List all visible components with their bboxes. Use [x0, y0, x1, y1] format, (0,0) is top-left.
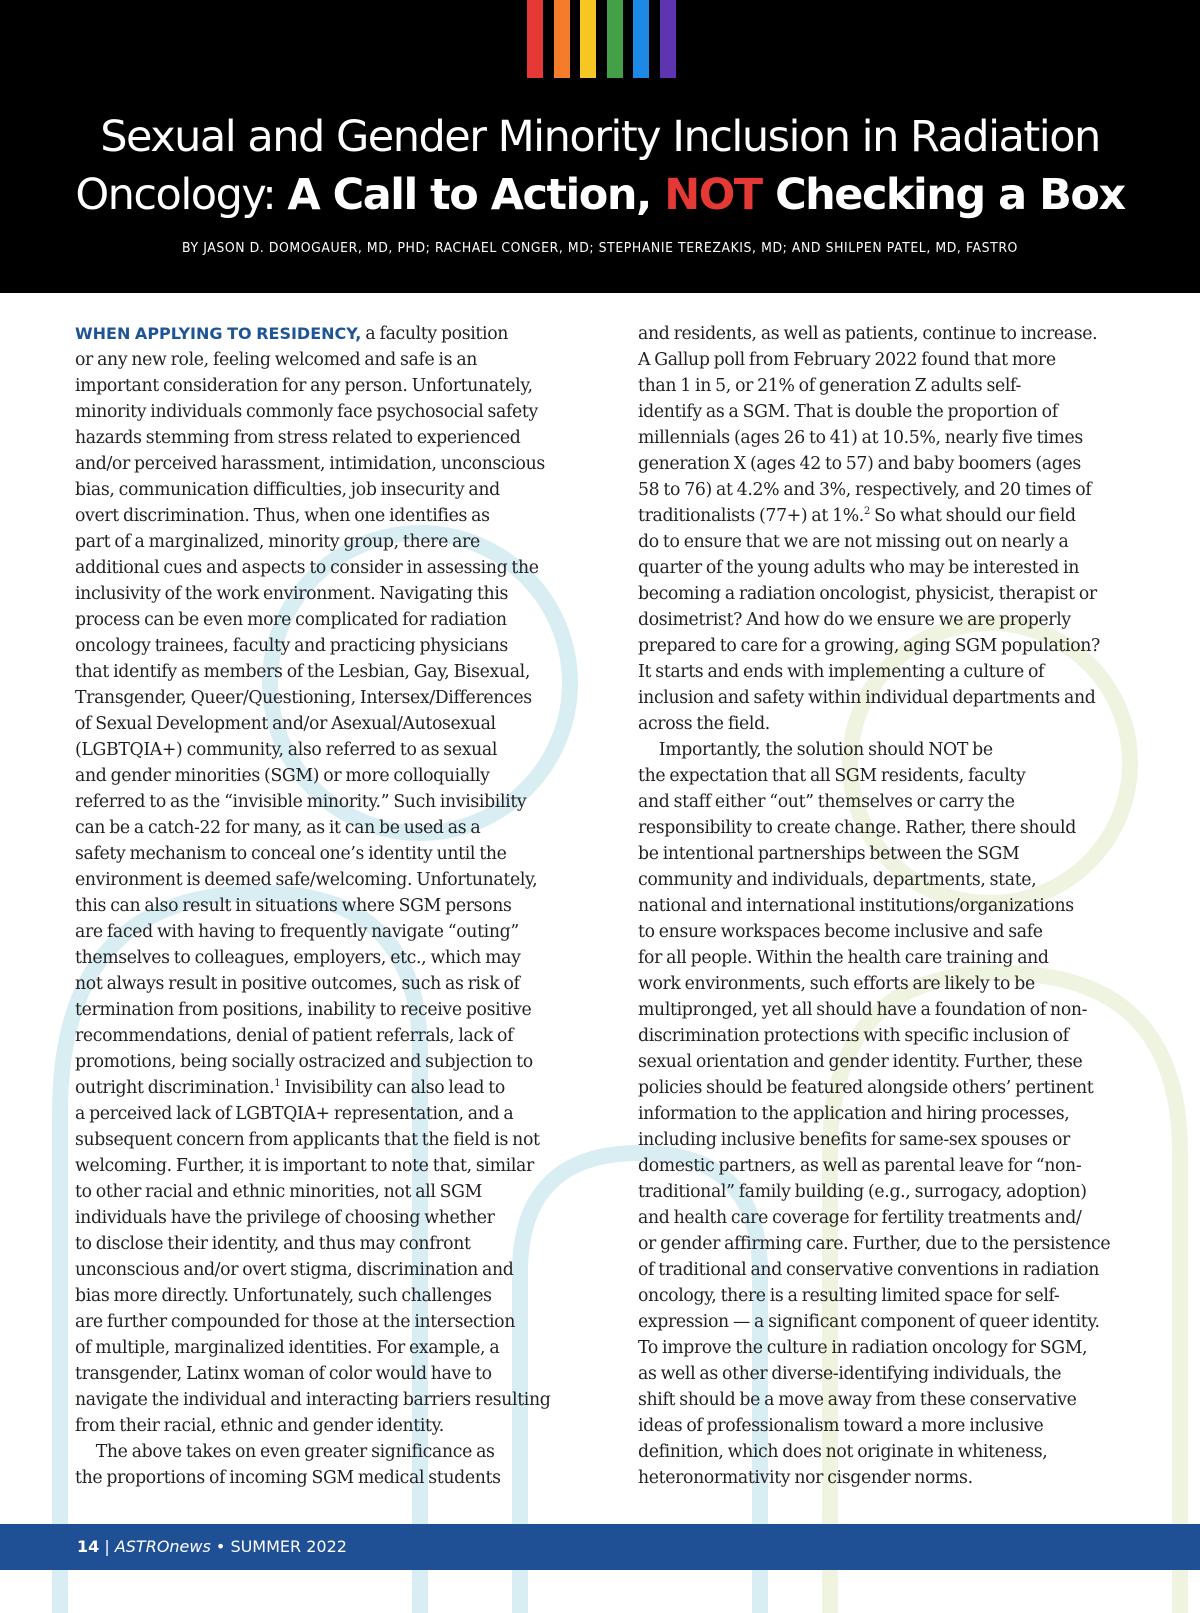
article-column-left [75, 321, 567, 1491]
text-fragment: a faculty position [361, 324, 509, 344]
text-line: can be a catch-22 for many, as it can be used as a [75, 818, 481, 838]
text-line: do to ensure that we are not missing out on nearly a [638, 532, 1069, 552]
text-line: quarter of the young adults who may be interested in [638, 558, 1079, 578]
text-line: It starts and ends with implementing a culture of [638, 662, 1045, 682]
text-line: Importantly, the solution should NOT be [638, 740, 993, 760]
text-line: of multiple, marginalized identities. For example, a [75, 1338, 500, 1358]
text-fragment: So what should our field [869, 506, 1076, 526]
text-line: inclusivity of the work environment. Navigating this [75, 584, 509, 604]
text-line: generation X (ages 42 to 57) and baby boomers (ages [638, 454, 1081, 474]
byline: BY JASON D. DOMOGAUER, MD, PHD; RACHAEL CONGER, MD; STEPHANIE TEREZAKIS, MD; AND SHILPEN PATEL, MD, FASTRO [182, 241, 1018, 256]
text-line: 58 to 76) at 4.2% and 3%, respectively, and 20 times of [638, 480, 1092, 500]
title-oncology: Oncology: [75, 170, 288, 220]
title-line-1: Sexual and Gender Minority Inclusion in Radiation [100, 112, 1100, 162]
text-line: identify as a SGM. That is double the proportion of [638, 402, 1058, 422]
text-line: and health care coverage for fertility treatments and/ [638, 1208, 1082, 1228]
text-line: To improve the culture in radiation oncology for SGM, [638, 1338, 1088, 1358]
rainbow-stripe-purple [660, 0, 676, 78]
text-line: of Sexual Development and/or Asexual/Autosexual [75, 714, 496, 734]
text-line: domestic partners, as well as parental leave for “non- [638, 1156, 1082, 1176]
footer-separator: | [99, 1537, 115, 1556]
rainbow-stripe-yellow [580, 0, 596, 78]
text-fragment: outright discrimination. [75, 1078, 275, 1098]
text-line: the expectation that all SGM residents, faculty [638, 766, 1026, 786]
title-line-2 [0, 166, 1200, 224]
text-line: be intentional partnerships between the SGM [638, 844, 1020, 864]
text-line: traditional” family building (e.g., surrogacy, adoption) [638, 1182, 1087, 1202]
rainbow-stripe-red [527, 0, 543, 78]
text-line: individuals have the privilege of choosing whether [75, 1208, 495, 1228]
text-line: are further compounded for those at the intersection [75, 1312, 515, 1332]
text-line: definition, which does not originate in whiteness, [638, 1442, 1048, 1462]
text-line: safety mechanism to conceal one’s identity until the [75, 844, 507, 864]
article-header [0, 0, 1200, 293]
rainbow-stripe-blue [633, 0, 649, 78]
text-line: that identify as members of the Lesbian, Gay, Bisexual, [75, 662, 530, 682]
text-line [75, 321, 567, 347]
text-line: to ensure workspaces become inclusive and safe [638, 922, 1043, 942]
text-line: across the field. [638, 714, 770, 734]
text-line: including inclusive benefits for same-sex spouses or [638, 1130, 1070, 1150]
text-line: termination from positions, inability to receive positive [75, 1000, 532, 1020]
text-line: and staff either “out” themselves or carry the [638, 792, 1015, 812]
issue-label: SUMMER 2022 [230, 1537, 347, 1556]
text-line: than 1 in 5, or 21% of generation Z adults self- [638, 376, 1021, 396]
text-line: the proportions of incoming SGM medical students [75, 1468, 501, 1488]
text-line: work environments, such efforts are likely to be [638, 974, 1035, 994]
text-line: responsibility to create change. Rather, there should [638, 818, 1076, 838]
text-line: expression — a significant component of queer identity. [638, 1312, 1100, 1332]
page-number: 14 [77, 1537, 100, 1556]
footnote-ref-1[interactable]: 1 [274, 1078, 281, 1090]
title-call-to-action: A Call to Action, [287, 170, 665, 220]
text-line: information to the application and hiring processes, [638, 1104, 1070, 1124]
title-checking-a-box: Checking a Box [761, 170, 1125, 220]
text-line: becoming a radiation oncologist, physicist, therapist or [638, 584, 1097, 604]
text-line: bias more directly. Unfortunately, such challenges [75, 1286, 492, 1306]
text-line: to disclose their identity, and thus may confront [75, 1234, 471, 1254]
text-line: bias, communication difficulties, job insecurity and [75, 480, 500, 500]
text-line [75, 1075, 567, 1101]
rainbow-stripe-green [607, 0, 623, 78]
text-line: ideas of professionalism toward a more inclusive [638, 1416, 1044, 1436]
text-line: recommendations, denial of patient referrals, lack of [75, 1026, 514, 1046]
text-line: shift should be a move away from these conservative [638, 1390, 1077, 1410]
text-line: overt discrimination. Thus, when one identifies as [75, 506, 490, 526]
text-line: part of a marginalized, minority group, there are [75, 532, 480, 552]
text-line: referred to as the “invisible minority.” Such invisibility [75, 792, 527, 812]
text-line: of traditional and conservative conventions in radiation [638, 1260, 1100, 1280]
text-line: or any new role, feeling welcomed and safe is an [75, 350, 478, 370]
text-line: as well as other diverse-identifying individuals, the [638, 1364, 1062, 1384]
text-line: unconscious and/or overt stigma, discrimination and [75, 1260, 514, 1280]
text-line: this can also result in situations where SGM persons [75, 896, 512, 916]
footer-bullet: • [210, 1537, 231, 1556]
text-line: process can be even more complicated for radiation [75, 610, 507, 630]
text-line: minority individuals commonly face psychosocial safety [75, 402, 538, 422]
text-line: subsequent concern from applicants that the field is not [75, 1130, 540, 1150]
text-line: transgender, Latinx woman of color would have to [75, 1364, 492, 1384]
text-fragment: traditionalists (77+) at 1%. [638, 506, 864, 526]
text-line: and residents, as well as patients, continue to increase. [638, 324, 1098, 344]
footer-folio [77, 1537, 347, 1556]
text-line: for all people. Within the health care training and [638, 948, 1049, 968]
text-line: heteronormativity nor cisgender norms. [638, 1468, 973, 1488]
text-line: to other racial and ethnic minorities, not all SGM [75, 1182, 482, 1202]
text-line: welcoming. Further, it is important to note that, similar [75, 1156, 534, 1176]
rainbow-stripe-orange [554, 0, 570, 78]
text-line: navigate the individual and interacting barriers resulting [75, 1390, 551, 1410]
footnote-ref-2[interactable]: 2 [863, 506, 870, 518]
text-line: not always result in positive outcomes, such as risk of [75, 974, 520, 994]
text-line: millennials (ages 26 to 41) at 10.5%, nearly five times [638, 428, 1083, 448]
text-line: discrimination protections with specific inclusion of [638, 1026, 1069, 1046]
magazine-name: ASTROnews [114, 1537, 211, 1556]
text-line: themselves to colleagues, employers, etc., which may [75, 948, 521, 968]
text-line [638, 503, 1130, 529]
text-line: inclusion and safety within individual departments and [638, 688, 1096, 708]
text-line: environment is deemed safe/welcoming. Unfortunately, [75, 870, 538, 890]
text-line: prepared to care for a growing, aging SGM population? [638, 636, 1100, 656]
text-line: and/or perceived harassment, intimidation, unconscious [75, 454, 545, 474]
article-title [0, 108, 1200, 224]
text-line: community and individuals, departments, state, [638, 870, 1037, 890]
text-line: dosimetrist? And how do we ensure we are properly [638, 610, 1071, 630]
text-line: national and international institutions/organizations [638, 896, 1074, 916]
article-column-right [638, 321, 1130, 1491]
text-line: oncology, there is a resulting limited space for self- [638, 1286, 1060, 1306]
text-line: sexual orientation and gender identity. Further, these [638, 1052, 1083, 1072]
text-line: policies should be featured alongside others’ pertinent [638, 1078, 1094, 1098]
text-line: or gender affirming care. Further, due to the persistence [638, 1234, 1111, 1254]
text-line: Transgender, Queer/Questioning, Intersex/Differences [75, 688, 532, 708]
text-line: and gender minorities (SGM) or more colloquially [75, 766, 490, 786]
lead-in: WHEN APPLYING TO RESIDENCY, [75, 324, 362, 343]
text-line: hazards stemming from stress related to experienced [75, 428, 521, 448]
text-line: The above takes on even greater significance as [75, 1442, 495, 1462]
text-line: important consideration for any person. Unfortunately, [75, 376, 533, 396]
title-not-emphasis: NOT [664, 170, 762, 220]
text-line: are faced with having to frequently navigate “outing” [75, 922, 519, 942]
text-fragment: Invisibility can also lead to [280, 1078, 505, 1098]
text-line: promotions, being socially ostracized and subjection to [75, 1052, 533, 1072]
text-line: additional cues and aspects to consider in assessing the [75, 558, 539, 578]
text-line: oncology trainees, faculty and practicing physicians [75, 636, 508, 656]
text-line: A Gallup poll from February 2022 found that more [638, 350, 1056, 370]
text-line: multipronged, yet all should have a foundation of non- [638, 1000, 1088, 1020]
page-footer [0, 1524, 1200, 1570]
text-line: (LGBTQIA+) community, also referred to as sexual [75, 740, 497, 760]
text-line: from their racial, ethnic and gender identity. [75, 1416, 444, 1436]
text-line: a perceived lack of LGBTQIA+ representation, and a [75, 1104, 514, 1124]
